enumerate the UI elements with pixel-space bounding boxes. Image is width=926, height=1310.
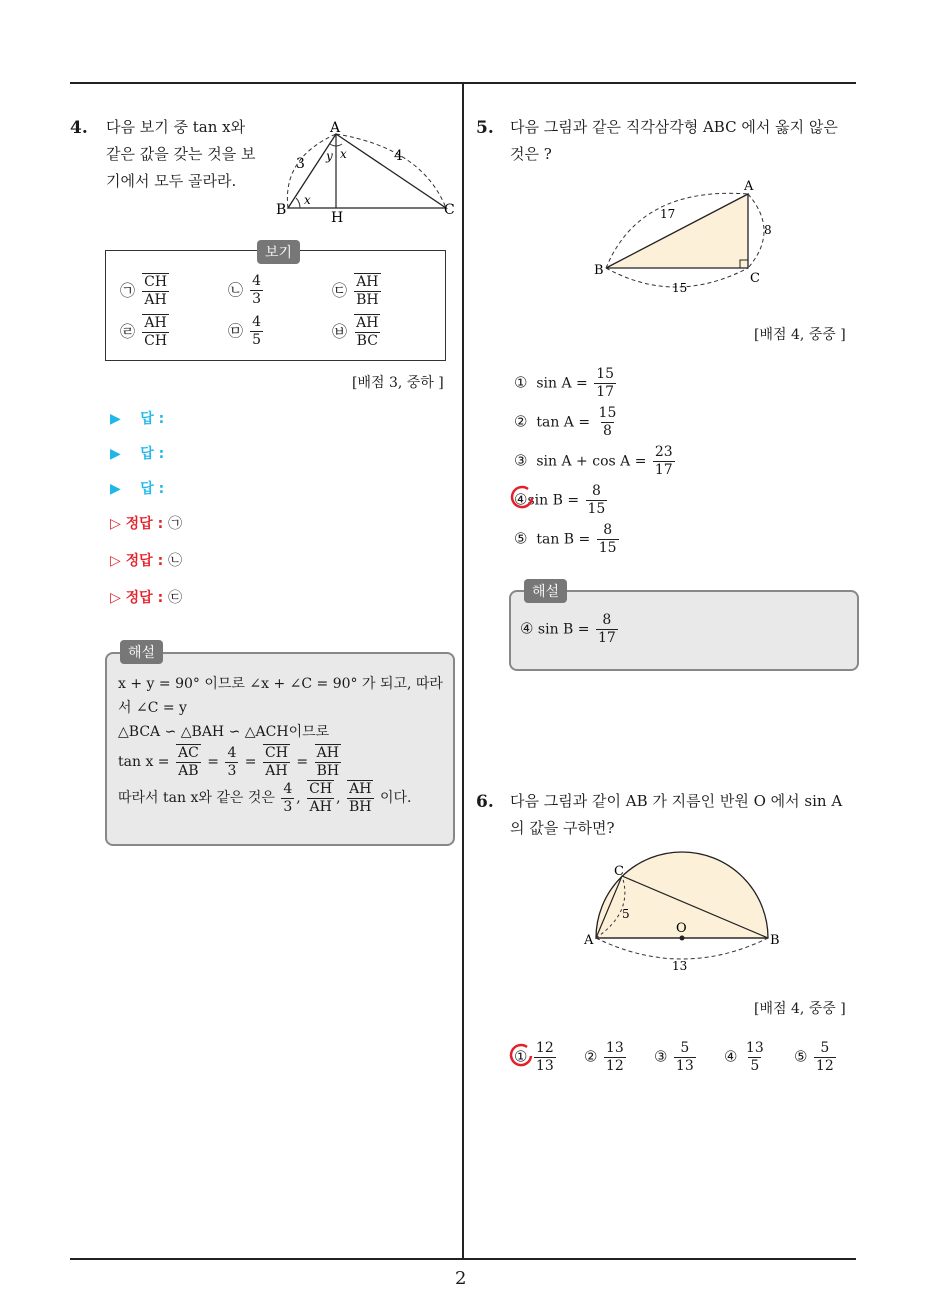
label-a: A (584, 933, 594, 948)
label-o: O (676, 921, 687, 936)
option-4[interactable]: ④ $\frac{13}{5}$ (724, 1040, 764, 1074)
option-1[interactable]: ① $\frac{12}{13}$ (514, 1040, 554, 1074)
arc-ac (748, 194, 764, 268)
explanation-content: ④ sin B = $\frac{8}{17}$ (520, 612, 616, 646)
label-a: A (330, 120, 341, 136)
label-ac-length: 5 (622, 907, 630, 921)
right-triangle-figure (590, 176, 790, 298)
outline-play-icon: ▷ (110, 590, 121, 606)
option-5[interactable]: ⑤ $\frac{5}{12}$ (794, 1040, 834, 1074)
answer-blank-1[interactable]: ▶ 답 : (110, 411, 165, 427)
label-y: y (326, 149, 333, 163)
score-label: [배점 3, 중하 ] (352, 375, 444, 391)
bogi-choice-6: ㉥ $\frac{AH}{BC}$ (332, 315, 379, 349)
semicircle-figure (580, 850, 790, 974)
explanation-content: x + y = 90° 이므로 ∠x + ∠C = 90° 가 되고, 따라 서 ∠C = y △BCA ∽ △BAH ∽ △ACH이므로 tan x = $\frac{AC}{AB}$ = $\frac{4}{3}$ = $\frac{CH}{AH}$ = $\frac{AH}{BH}$ 따라서 tan x와 같은 것은 $\frac{4}{3}$ , $\frac{CH}{AH}$ , $\frac{AH}{BH}$ 이다. (118, 676, 443, 815)
center-point (680, 936, 685, 941)
bogi-choice-2: ㉡ $\frac{4}{3}$ (228, 273, 262, 307)
arc-ab (596, 938, 768, 959)
option-3[interactable]: ③ $\frac{5}{13}$ (654, 1040, 694, 1074)
bottom-rule (70, 1258, 856, 1260)
triangle-abc (288, 134, 446, 208)
triangle-figure (272, 118, 462, 228)
label-ab-length: 3 (296, 156, 305, 172)
bogi-label: 보기 (257, 240, 300, 264)
label-bc-length: 15 (672, 281, 688, 295)
label-b: B (276, 202, 287, 218)
correct-answer-3: ▷ 정답 : ㉢ (110, 590, 183, 606)
label-x-at-a: x (340, 147, 347, 161)
answer-blank-3[interactable]: ▶ 답 : (110, 481, 165, 497)
bogi-choice-3: ㉢ $\frac{AH}{BH}$ (332, 274, 379, 308)
option-3[interactable]: ③ sin A + cos A = $\frac{23}{17}$ (514, 444, 673, 478)
outline-play-icon: ▷ (110, 516, 121, 532)
column-divider (462, 84, 464, 1259)
outline-play-icon: ▷ (110, 553, 121, 569)
angle-arc-b (296, 198, 300, 208)
triangle-abc (606, 194, 748, 268)
play-icon: ▶ (110, 481, 121, 497)
option-2[interactable]: ② $\frac{13}{12}$ (584, 1040, 624, 1074)
label-c: C (444, 202, 455, 218)
bogi-choice-4: ㉣ $\frac{AH}{CH}$ (120, 315, 168, 349)
label-c: C (750, 271, 760, 286)
question-text: 다음 그림과 같은 직각삼각형 ABC 에서 옳지 않은 것은 ? (510, 118, 838, 163)
score-label: [배점 4, 중중 ] (754, 327, 846, 343)
explanation-label: 해설 (524, 579, 567, 603)
answer-blank-2[interactable]: ▶ 답 : (110, 446, 165, 462)
correct-answer-2: ▷ 정답 : ㉡ (110, 553, 183, 569)
label-ac-length: 4 (394, 148, 403, 164)
label-c: C (614, 864, 624, 879)
option-2[interactable]: ② tan A = $\frac{15}{8}$ (514, 405, 617, 439)
label-ab-length: 17 (660, 207, 676, 221)
bogi-choice-1: ㉠ $\frac{CH}{AH}$ (120, 274, 168, 308)
selected-circle-icon (508, 484, 536, 512)
question-text: 다음 보기 중 tan x와 같은 값을 갖는 것을 보 기에서 모두 골라라. (106, 118, 256, 190)
question-text: 다음 그림과 같이 AB 가 지름인 반원 O 에서 sin A 의 값을 구하면? (510, 792, 843, 837)
label-ab-length: 13 (672, 959, 688, 973)
question-number: 4. (70, 118, 88, 138)
play-icon: ▶ (110, 411, 121, 427)
label-b: B (770, 933, 780, 948)
explanation-label: 해설 (120, 640, 163, 664)
bogi-choice-5: ㉤ $\frac{4}{5}$ (228, 314, 262, 348)
label-a: A (744, 179, 754, 194)
label-b: B (594, 263, 604, 278)
score-label: [배점 4, 중중 ] (754, 1001, 846, 1017)
label-x-at-b: x (304, 193, 311, 207)
question-number: 6. (476, 792, 494, 812)
option-5[interactable]: ⑤ tan B = $\frac{8}{15}$ (514, 522, 617, 556)
option-1[interactable]: ① sin A = $\frac{15}{17}$ (514, 366, 615, 400)
option-4[interactable]: ④sin B = $\frac{8}{15}$ (514, 483, 606, 517)
play-icon: ▶ (110, 446, 121, 462)
label-ac-length: 8 (764, 223, 772, 237)
question-number: 5. (476, 118, 494, 138)
page-number: 2 (455, 1268, 467, 1289)
label-h: H (331, 210, 344, 226)
selected-circle-icon (507, 1042, 535, 1070)
correct-answer-1: ▷ 정답 : ㉠ (110, 516, 183, 532)
